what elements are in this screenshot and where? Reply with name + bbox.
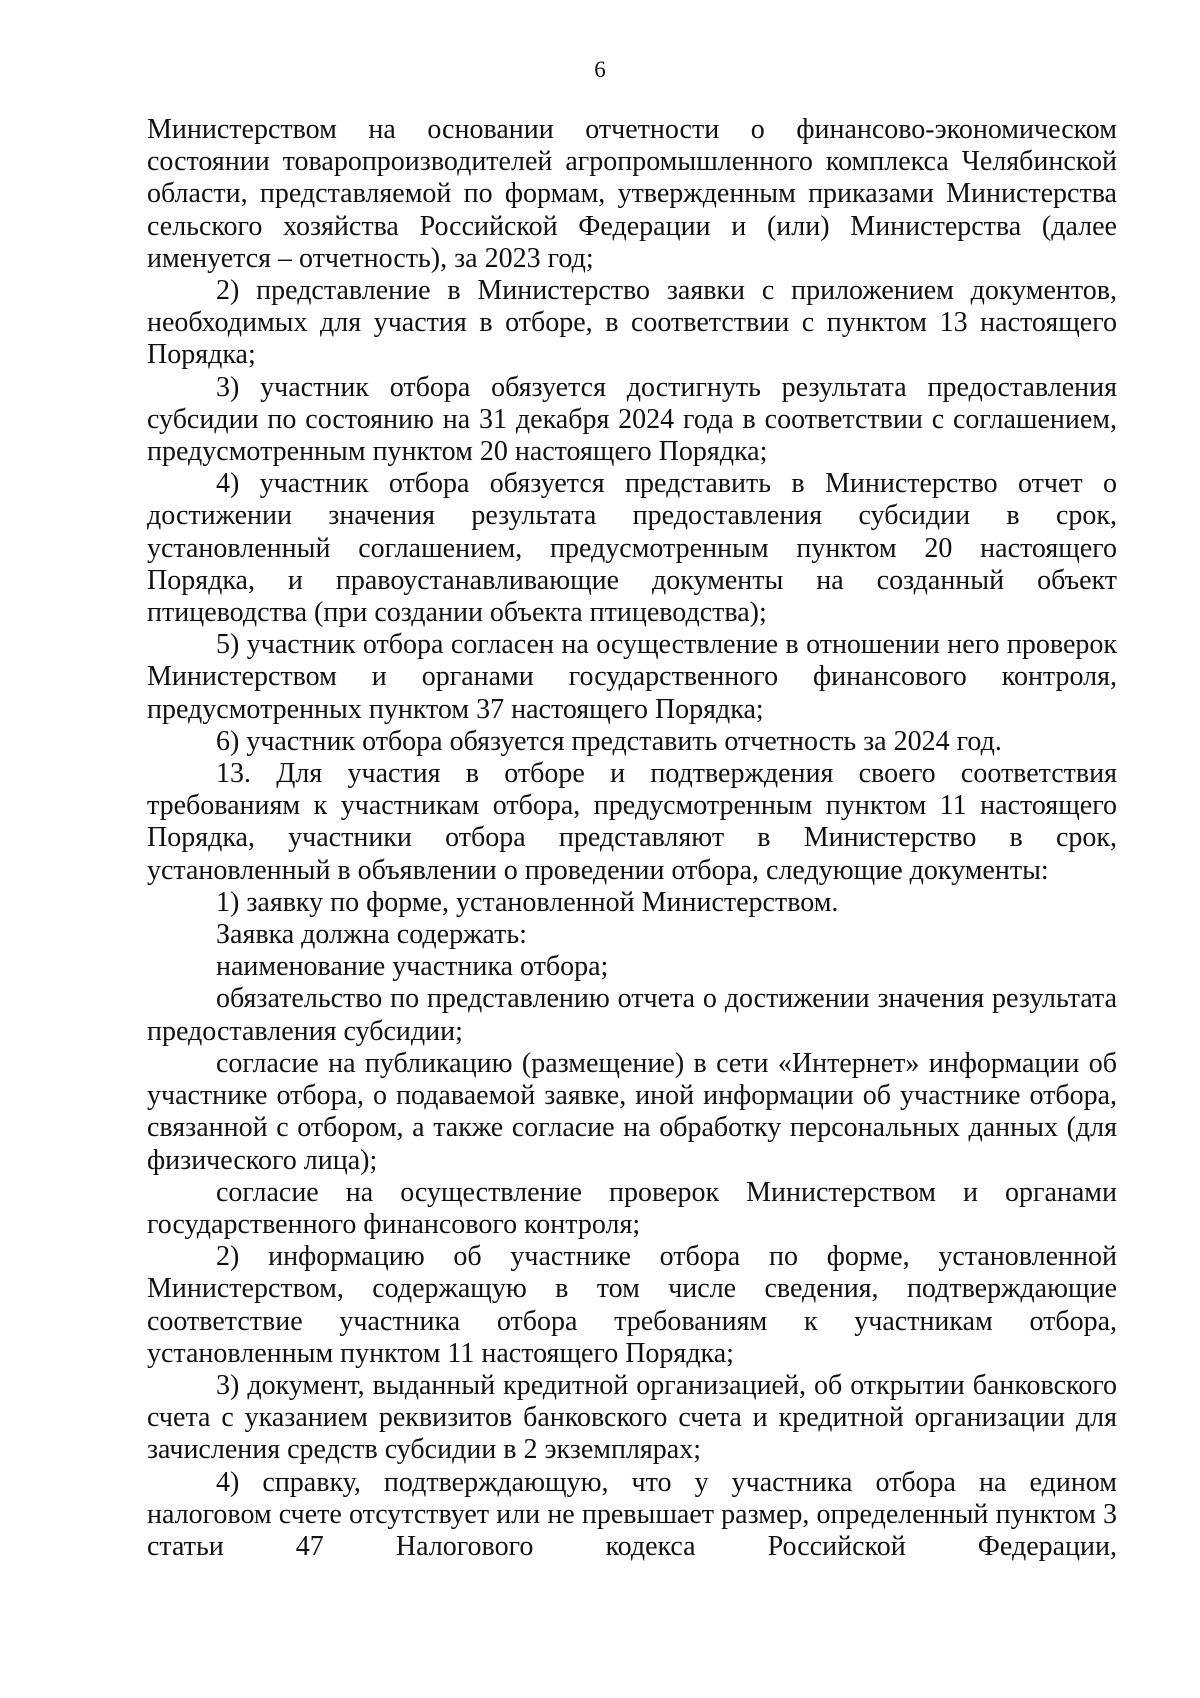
paragraph-doc-4: 4) справку, подтверждающую, что у участника отбора на едином налоговом счете отсутствует или не превышает размер, определенный пунктом 3 статьи 47 Налогового кодекса Российской Федерации, — [147, 1466, 1117, 1562]
document-body — [147, 114, 1117, 1563]
paragraph-application-contents: Заявка должна содержать: — [216, 919, 527, 951]
paragraph-item-3: 3) участник отбора обязуется достигнуть результата предоставления субсидии по состоянию на 31 декабря 2024 года в соответствии с соглашением, предусмотренным пунктом 20 настоящего Порядка; — [147, 371, 1117, 468]
paragraph-clause-13: 13. Для участия в отборе и подтверждения своего соответствия требованиям к участникам отбора, предусмотренным пунктом 11 настоящего Порядка, участники отбора представляют в Министерство в срок, установленный в объявлении о проведении отбора, следующие документы: — [147, 758, 1117, 886]
paragraph-publication-consent: согласие на публикацию (размещение) в сети «Интернет» информации об участнике отбора, о подаваемой заявке, иной информации об участнике отбора, связанной с отбором, а также согласие на обработку персональных данных (для физического лица); — [147, 1047, 1117, 1176]
paragraph-inspection-consent: согласие на осуществление проверок Министерством и органами государственного финансового контроля; — [147, 1176, 1117, 1240]
paragraph-item-6: 6) участник отбора обязуется представить отчетность за 2024 год. — [216, 725, 1002, 757]
paragraph-continuation: Министерством на основании отчетности о финансово-экономическом состоянии товаропроизводителей агропромышленного комплекса Челябинской области, представляемой по формам, утвержденным приказами Министерства сельского хозяйства Российской Федерации и (или) Министерства (далее именуется – отчетность), за 2023 год; — [147, 114, 1117, 274]
paragraph-item-5: 5) участник отбора согласен на осуществление в отношении него проверок Министерством и органами государственного финансового контроля, предусмотренных пунктом 37 настоящего Порядка; — [147, 629, 1117, 725]
paragraph-item-4: 4) участник отбора обязуется представить в Министерство отчет о достижении значения результата предоставления субсидии в срок, установленный соглашением, предусмотренным пунктом 20 настоящего Порядка, и правоустанавливающие документы на созданный объект птицеводства (при создании объекта птицеводства); — [147, 468, 1117, 629]
paragraph-report-obligation: обязательство по представлению отчета о достижении значения результата предоставления субсидии; — [147, 983, 1117, 1047]
paragraph-doc-1: 1) заявку по форме, установленной Министерством. — [216, 886, 839, 918]
page-number: 6 — [594, 57, 606, 82]
paragraph-item-2: 2) представление в Министерство заявки с приложением документов, необходимых для участия в отборе, в соответствии с пунктом 13 настоящего Порядка; — [147, 275, 1117, 371]
paragraph-doc-3: 3) документ, выданный кредитной организацией, об открытии банковского счета с указанием реквизитов банковского счета и кредитной организации для зачисления средств субсидии в 2 экземплярах; — [147, 1369, 1117, 1466]
paragraph-participant-name: наименование участника отбора; — [216, 951, 609, 983]
paragraph-doc-2: 2) информацию об участнике отбора по форме, установленной Министерством, содержащую в том числе сведения, подтверждающие соответствие участника отбора требованиям к участникам отбора, установленным пунктом 11 настоящего Порядка; — [147, 1241, 1117, 1369]
